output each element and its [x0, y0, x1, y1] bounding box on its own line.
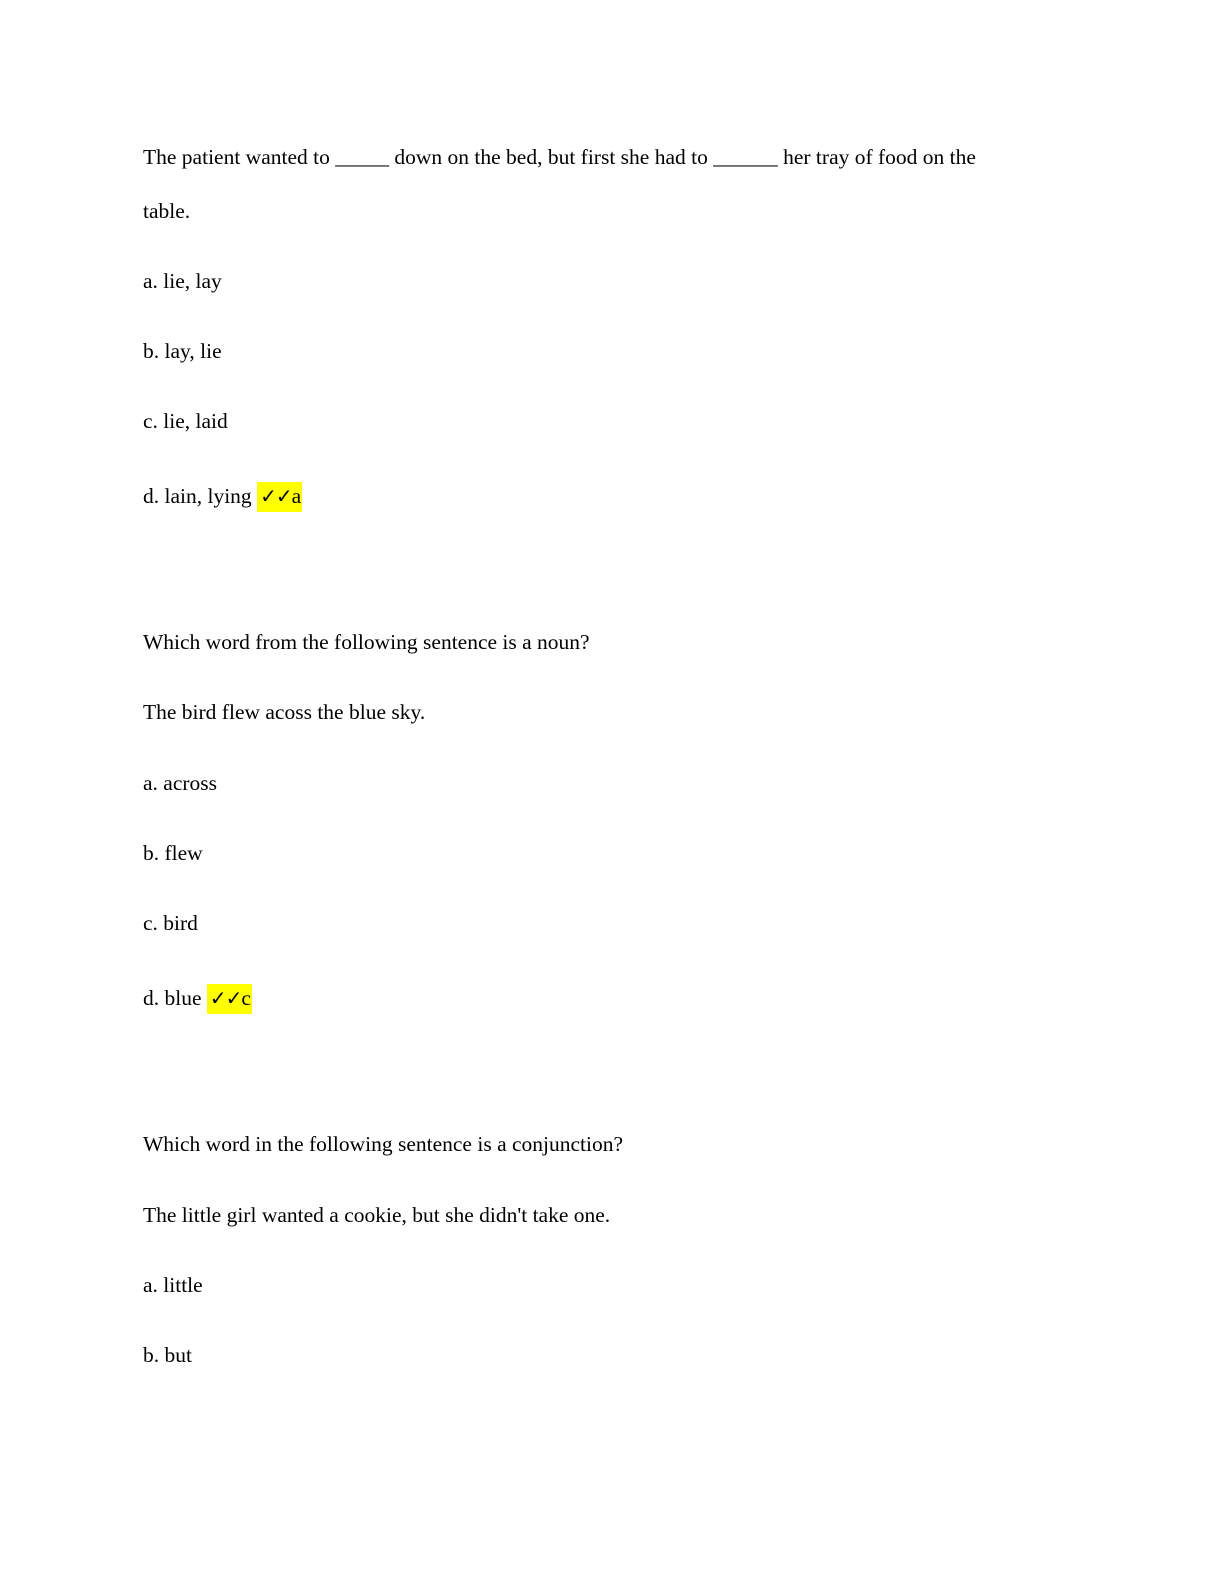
question-2-stem-line-1: Which word from the following sentence is a noun?	[143, 630, 590, 654]
question-1-option-c: c. lie, laid	[143, 409, 228, 433]
question-2-option-d-row	[143, 985, 252, 1011]
question-1-stem-line-2: table.	[143, 199, 191, 223]
question-2-option-b: b. flew	[143, 841, 203, 865]
question-2-option-c: c. bird	[143, 911, 198, 935]
question-2-option-a: a. across	[143, 771, 218, 795]
answer-highlight	[207, 984, 252, 1014]
double-check-icon: ✓✓	[209, 986, 242, 1010]
answer-letter: c	[241, 986, 251, 1010]
question-1-option-b: b. lay, lie	[143, 339, 222, 363]
question-3-option-b: b. but	[143, 1343, 192, 1367]
answer-letter: a	[291, 484, 302, 508]
answer-highlight	[257, 482, 302, 512]
question-1-stem-line-1: The patient wanted to _____ down on the bed, but first she had to ______ her tray of food on the	[143, 145, 976, 169]
question-1-option-d-row	[143, 483, 302, 509]
question-3-option-a: a. little	[143, 1273, 203, 1297]
question-2-stem-line-2: The bird flew acoss the blue sky.	[143, 700, 426, 724]
question-1-option-d: d. lain, lying	[143, 484, 252, 508]
question-1-option-a: a. lie, lay	[143, 269, 222, 293]
question-3-stem-line-1: Which word in the following sentence is a conjunction?	[143, 1132, 624, 1156]
double-check-icon: ✓✓	[260, 484, 292, 508]
question-3-stem-line-2: The little girl wanted a cookie, but she didn't take one.	[143, 1203, 611, 1227]
question-2-option-d: d. blue	[143, 986, 202, 1010]
